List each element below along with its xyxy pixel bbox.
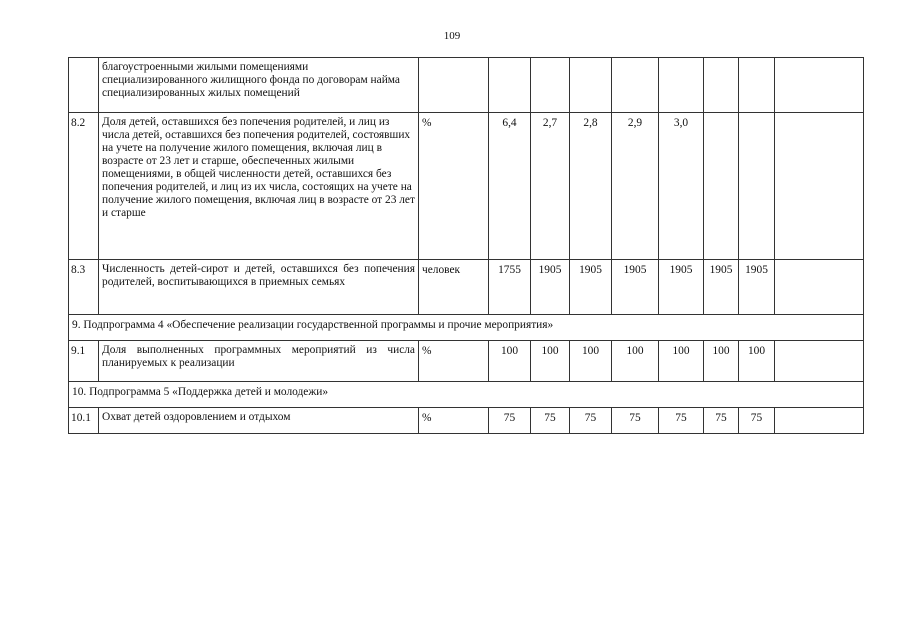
row-value [489,58,531,113]
section-row [69,315,864,341]
row-unit [419,58,489,113]
row-value: 1905 [570,260,612,315]
row-value: 100 [739,341,775,382]
row-value: 1905 [704,260,739,315]
row-value: 2,9 [612,113,659,260]
row-value: 75 [531,408,570,434]
section-heading: 10. Подпрограмма 5 «Поддержка детей и молодежи» [69,382,864,408]
row-value: 1905 [612,260,659,315]
row-value: 3,0 [659,113,704,260]
row-value: 75 [704,408,739,434]
row-unit: человек [419,260,489,315]
section-row [69,382,864,408]
table-row [69,58,864,113]
row-value: 1905 [659,260,704,315]
row-value: 75 [612,408,659,434]
row-code [69,58,99,113]
row-value: 100 [659,341,704,382]
row-value [739,113,775,260]
page-number: 109 [443,30,461,42]
row-unit: % [419,341,489,382]
row-value: 75 [489,408,531,434]
row-value: 6,4 [489,113,531,260]
row-value [659,58,704,113]
row-unit: % [419,408,489,434]
row-value: 2,8 [570,113,612,260]
row-value: 75 [739,408,775,434]
row-value: 75 [570,408,612,434]
row-value: 1755 [489,260,531,315]
row-value: 1905 [739,260,775,315]
row-value: 100 [570,341,612,382]
row-indicator-name: Доля детей, оставшихся без попечения родителей, и лиц из числа детей, оставшихся без попечения родителей, состоявших на учете на получение жилого помещения, включая лиц в возрасте от 23 лет и старше, обеспеченных жилыми помещениями, в общей численности детей, оставшихся без попечения родителей, и лиц из их числа, состоящих на учете на получение жилого помещения, включая лиц в возрасте от 23 лет и старше [99,113,419,260]
row-value: 100 [489,341,531,382]
row-code: 8.3 [69,260,99,315]
row-unit: % [419,113,489,260]
row-code: 9.1 [69,341,99,382]
table-row [69,408,864,434]
row-value [775,408,864,434]
row-value [704,113,739,260]
row-indicator-name: благоустроенными жилыми помещениями специализированного жилищного фонда по договорам найма специализированных жилых помещений [99,58,419,113]
table-row [69,260,864,315]
row-indicator-name: Численность детей-сирот и детей, оставшихся без попечения родителей, воспитывающихся в приемных семьях [99,260,419,315]
table-row [69,341,864,382]
table-row [69,113,864,260]
row-value: 2,7 [531,113,570,260]
indicators-table [68,57,864,434]
row-value [531,58,570,113]
row-value [570,58,612,113]
section-heading: 9. Подпрограмма 4 «Обеспечение реализации государственной программы и прочие мероприятия» [69,315,864,341]
row-value [775,260,864,315]
row-code: 8.2 [69,113,99,260]
row-value [739,58,775,113]
row-indicator-name: Охват детей оздоровлением и отдыхом [99,408,419,434]
row-value [775,113,864,260]
row-value: 75 [659,408,704,434]
row-value [704,58,739,113]
row-value: 100 [704,341,739,382]
row-value [775,58,864,113]
row-indicator-name: Доля выполненных программных мероприятий из числа планируемых к реализации [99,341,419,382]
row-value [775,341,864,382]
row-code: 10.1 [69,408,99,434]
row-value: 1905 [531,260,570,315]
row-value [612,58,659,113]
row-value: 100 [531,341,570,382]
row-value: 100 [612,341,659,382]
